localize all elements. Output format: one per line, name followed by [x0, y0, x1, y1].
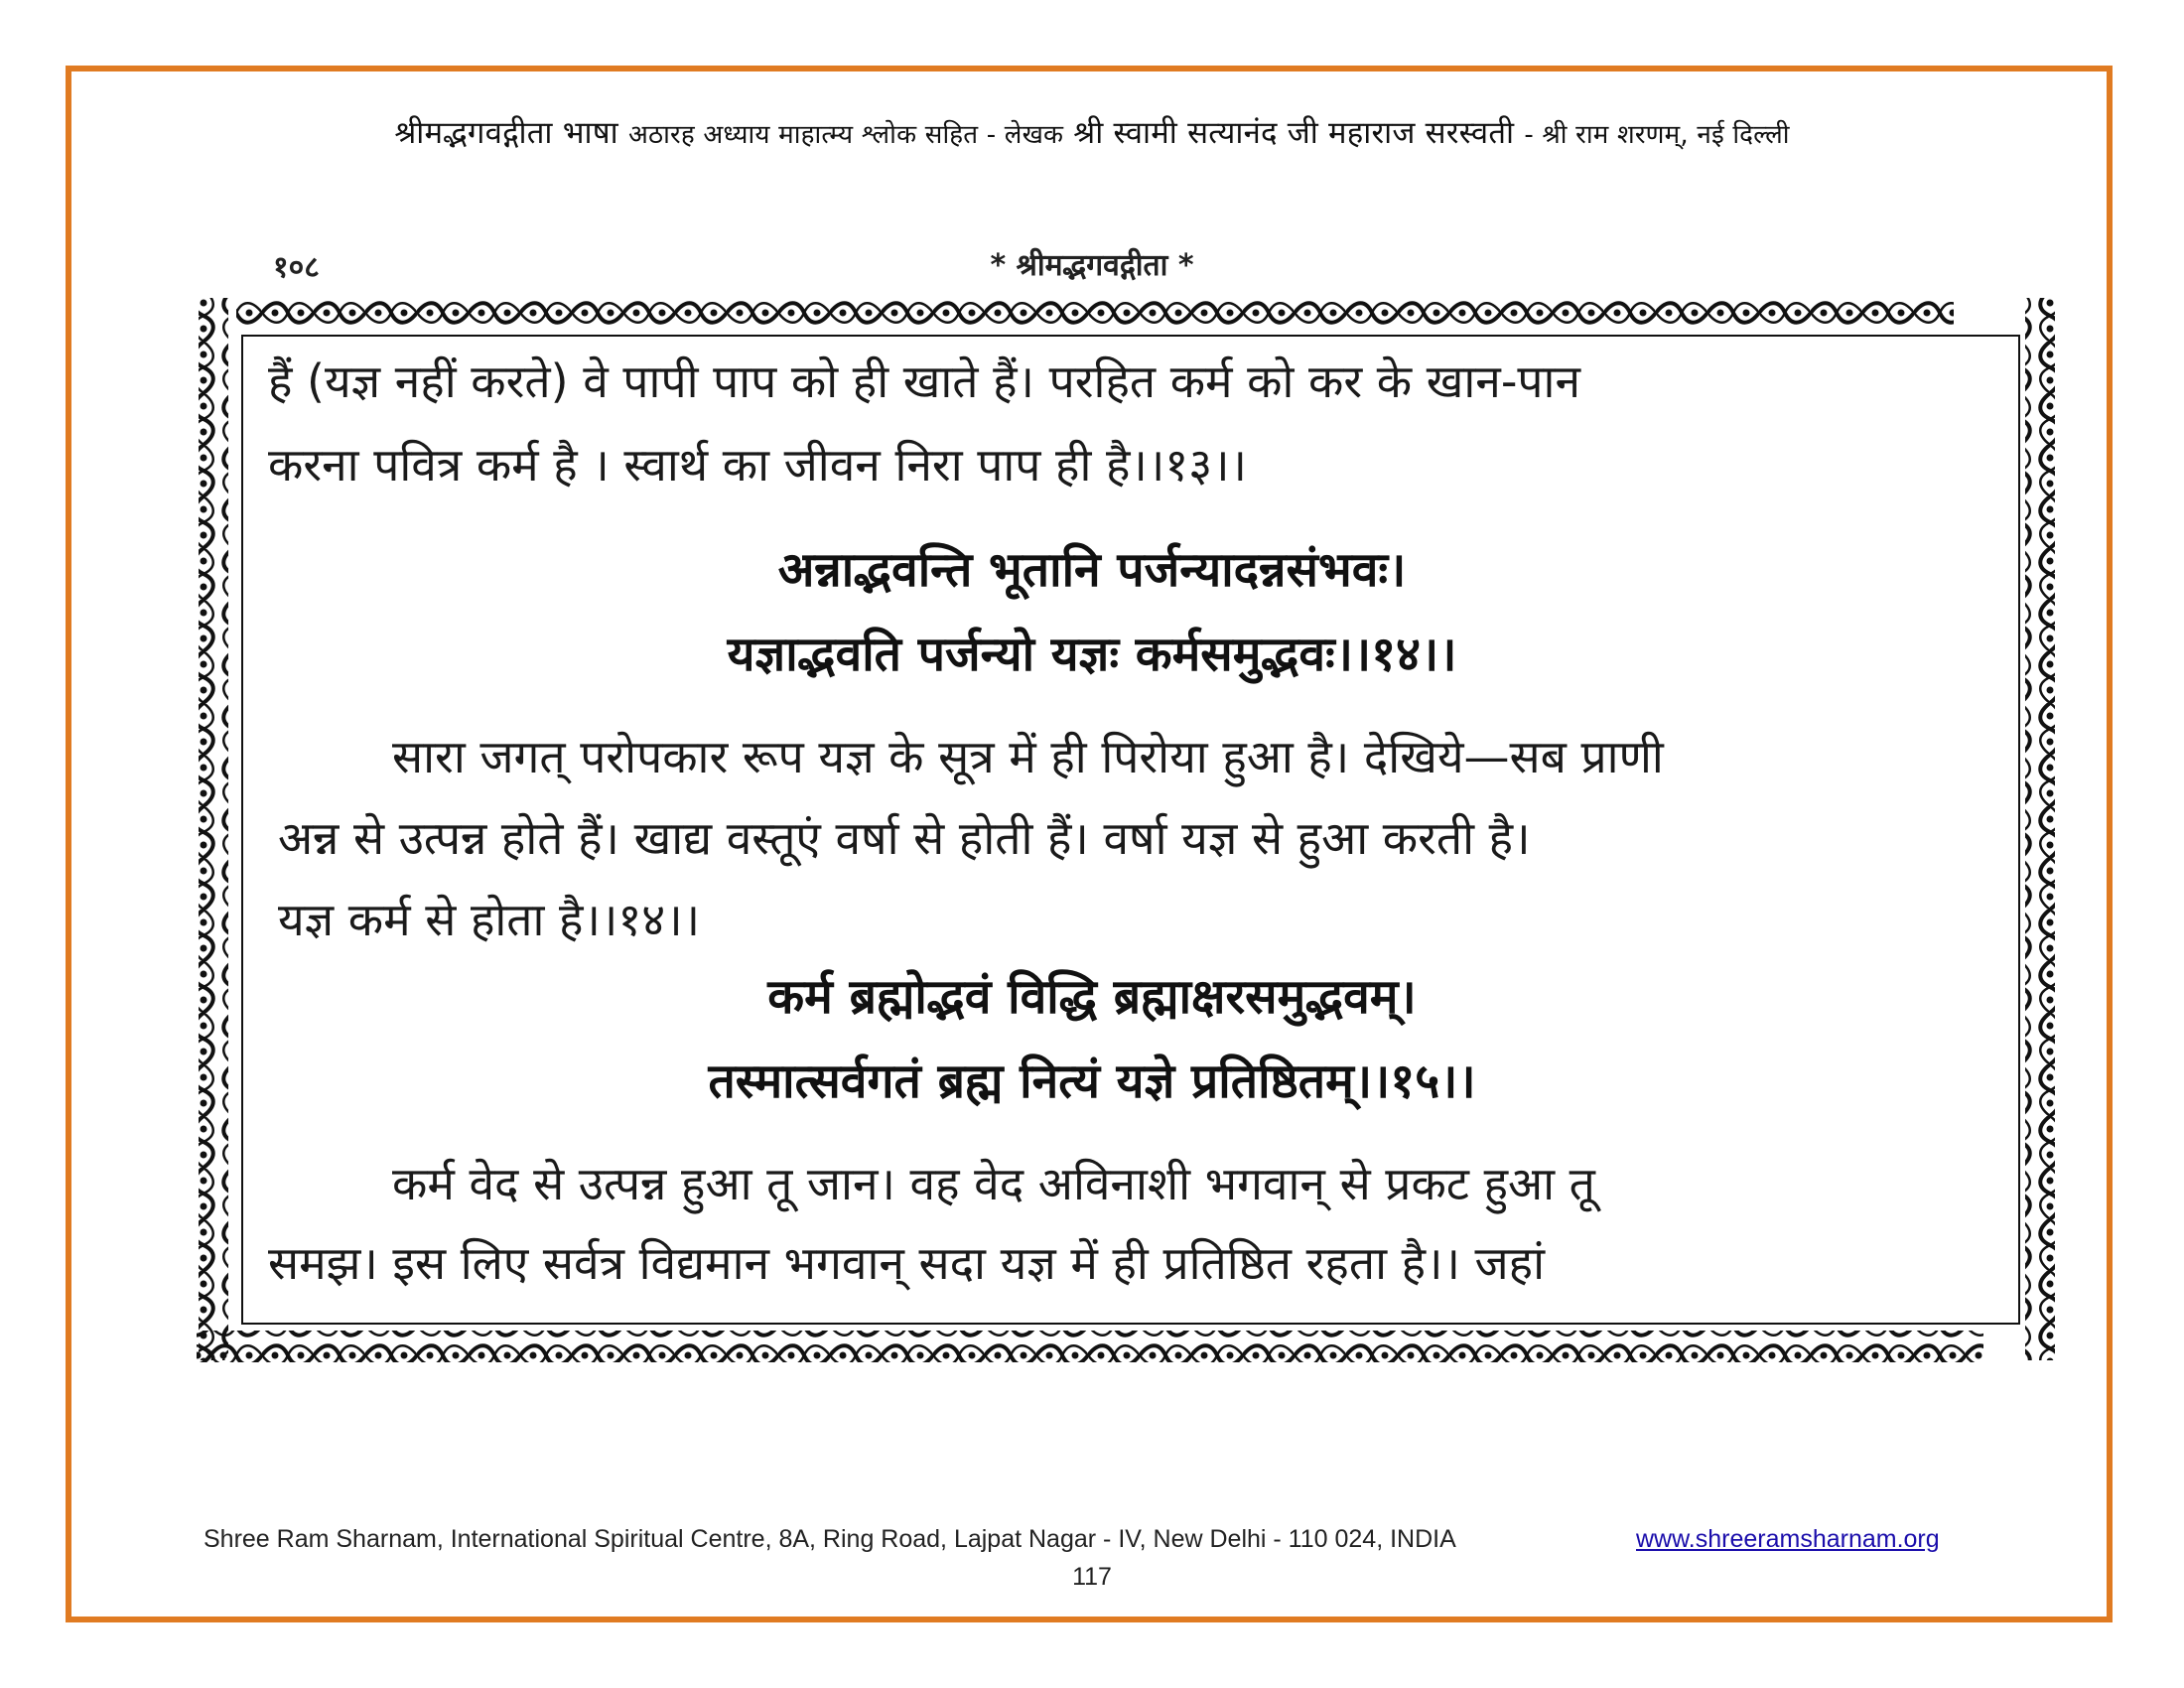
verse15-line2: तस्मात्सर्वगतं ब्रह्म नित्यं यज्ञे प्रतिष्ठितम्।।१५।।	[708, 1054, 1476, 1109]
running-title: * श्रीमद्भगवद्गीता *	[990, 248, 1194, 283]
para2-line3: यज्ञ कर्म से होता है।।१४।।	[278, 893, 701, 946]
verse15-line1: कर्म ब्रह्मोद्भवं विद्धि ब्रह्माक्षरसमुद्भवम्।	[767, 969, 1417, 1025]
book-page-number: १०८	[273, 250, 320, 285]
para3-line1: कर्म वेद से उत्पन्न हुआ तू जान। वह वेद अविनाशी भगवान् से प्रकट हुआ तू	[392, 1157, 1595, 1210]
header-title-sub: अठारह अध्याय माहात्म्य श्लोक सहित - लेखक	[627, 120, 1064, 150]
para2-line1: सारा जगत् परोपकार रूप यज्ञ के सूत्र में ही पिरोया हुआ है। देखिये—सब प्राणी	[392, 730, 1664, 783]
para3-line2: समझ। इस लिए सर्वत्र विद्यमान भगवान् सदा यज्ञ में ही प्रतिष्ठित रहता है।। जहां	[268, 1236, 1545, 1290]
page-header	[0, 111, 2184, 153]
para2-line2: अन्न से उत्पन्न होते हैं। खाद्य वस्तूएं वर्षा से होती हैं। वर्षा यज्ञ से हुआ करती है।	[278, 811, 1531, 865]
footer-page-number: 117	[1072, 1563, 1112, 1591]
header-publisher: - श्री राम शरणम्, नई दिल्ली	[1524, 120, 1790, 150]
verse14-line2: यज्ञाद्भवति पर्जन्यो यज्ञः कर्मसमुद्भवः।।१४।।	[727, 627, 1457, 682]
footer-address: Shree Ram Sharnam, International Spiritual Centre, 8A, Ring Road, Lajpat Nagar - IV, New Delhi - 110 024, INDIA	[204, 1525, 1456, 1553]
para1-line2: करना पवित्र कर्म है । स्वार्थ का जीवन निरा पाप ही है।।१३।।	[268, 438, 1247, 492]
verse14-line1: अन्नाद्भवन्ति भूतानि पर्जन्यादन्नसंभवः।	[777, 542, 1407, 598]
para1-line1: हैं (यज्ञ नहीं करते) वे पापी पाप को ही खाते हैं। परहित कर्म को कर के खान-पान	[268, 354, 1580, 408]
footer-website-link[interactable]: www.shreeramsharnam.org	[1636, 1525, 1940, 1553]
border-left	[199, 298, 228, 1360]
border-bottom	[197, 1331, 1983, 1362]
header-author: श्री स्वामी सत्यानंद जी महाराज सरस्वती	[1073, 115, 1515, 151]
border-top	[236, 295, 1954, 325]
header-title-main: श्रीमद्भगवद्गीता भाषा	[394, 115, 618, 151]
